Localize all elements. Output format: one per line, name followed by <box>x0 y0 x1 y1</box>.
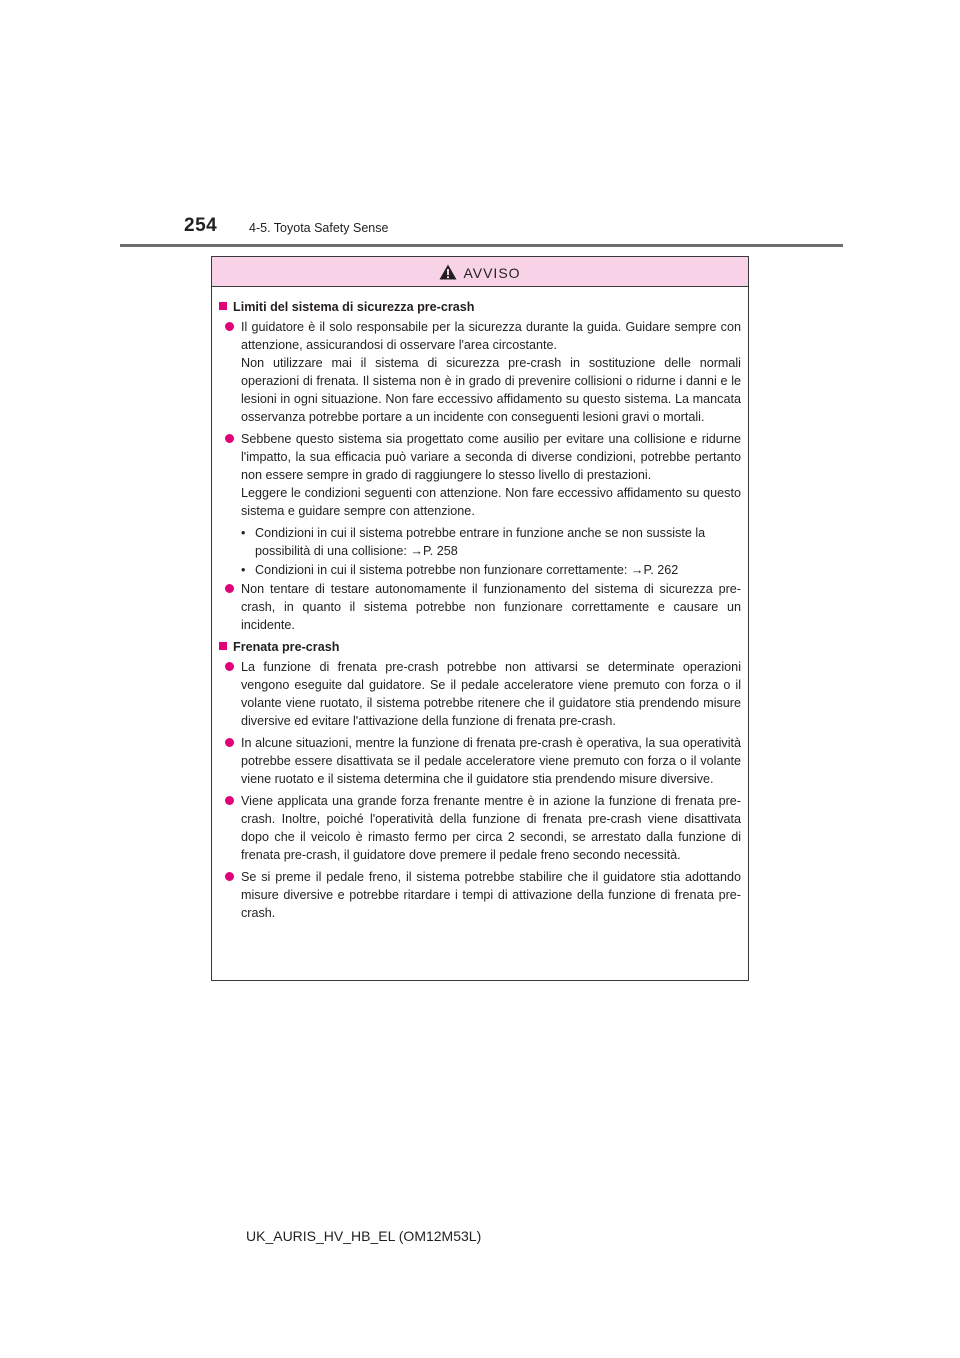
bullet-item <box>219 318 741 426</box>
warning-header <box>212 257 748 287</box>
section-heading: Frenata pre-crash <box>219 638 741 656</box>
sub-list <box>219 524 741 579</box>
warning-title: AVVISO <box>463 264 521 281</box>
paragraph: In alcune situazioni, mentre la funzione di frenata pre-crash è operativa, la sua operatività potrebbe essere disattivata se il pedale acceleratore viene premuto con forza o il volante viene ruotato e il sistema determina che il guidatore stia prendendo misure diversive. <box>241 736 741 786</box>
round-bullet-icon <box>225 738 234 747</box>
paragraph: Se si preme il pedale freno, il sistema potrebbe stabilire che il guidatore stia adottando misure diversive e potrebbe ritardare i tempi di attivazione della funzione di frenata pre-crash. <box>241 870 741 920</box>
bullet-item <box>219 868 741 922</box>
paragraph: Il guidatore è il solo responsabile per la sicurezza durante la guida. Guidare sempre con attenzione, assicurandosi di osservare l'area circostante. <box>241 320 741 352</box>
sub-list-item <box>241 561 741 579</box>
bullet-item <box>219 792 741 864</box>
bullet-item <box>219 658 741 730</box>
paragraph: Viene applicata una grande forza frenante mentre è in azione la funzione di frenata pre-crash. Inoltre, poiché l'operatività della funzione di frenata pre-crash viene disattivata dopo che il veicolo è rimasto fermo per circa 2 secondi, se arrestato dalla funzione di frenata pre-crash, il guidatore dove premere il pedale freno secondo necessità. <box>241 794 741 862</box>
document-code: UK_AURIS_HV_HB_EL (OM12M53L) <box>246 1228 482 1244</box>
round-bullet-icon <box>225 434 234 443</box>
warning-box <box>211 256 749 981</box>
sub-item-text: Condizioni in cui il sistema potrebbe non funzionare correttamente: →P. 262 <box>255 563 679 577</box>
round-bullet-icon <box>225 584 234 593</box>
paragraph: Leggere le condizioni seguenti con attenzione. Non fare eccessivo affidamento su questo sistema e guidare sempre con attenzione. <box>241 486 741 518</box>
section-heading: Limiti del sistema di sicurezza pre-crash <box>219 298 741 316</box>
page-number: 254 <box>184 215 218 236</box>
paragraph: La funzione di frenata pre-crash potrebbe non attivarsi se determinate operazioni vengono eseguite dal guidatore. Se il pedale acceleratore viene premuto con forza o il volante viene ruotato, il sistema potrebbe ritenere che il guidatore stia prendendo misure diversive ed evitare l'attivazione della funzione di frenata pre-crash. <box>241 660 741 728</box>
small-dot-icon: • <box>241 526 246 540</box>
bullet-item <box>219 580 741 634</box>
round-bullet-icon <box>225 872 234 881</box>
bullet-item <box>219 734 741 788</box>
paragraph: Non utilizzare mai il sistema di sicurezza pre-crash in sostituzione delle normali operazioni di frenata. Il sistema non è in grado di prevenire collisioni o ridurne i danni e le lesioni in ogni situazione. Non fare eccessivo affidamento su questo sistema. La mancata osservanza potrebbe portare a un incidente con conseguenti lesioni gravi o mortali. <box>241 356 741 424</box>
small-dot-icon: • <box>241 563 246 577</box>
warning-triangle-icon <box>439 264 457 280</box>
square-bullet-icon <box>219 642 227 650</box>
header-divider <box>120 244 843 247</box>
paragraph: Non tentare di testare autonomamente il funzionamento del sistema di sicurezza pre-crash, in quanto il sistema potrebbe non funzionare correttamente e causare un incidente. <box>241 582 741 632</box>
round-bullet-icon <box>225 322 234 331</box>
round-bullet-icon <box>225 662 234 671</box>
section-title: 4-5. Toyota Safety Sense <box>249 221 389 235</box>
warning-body <box>212 287 748 922</box>
bullet-item <box>219 430 741 520</box>
square-bullet-icon <box>219 302 227 310</box>
paragraph: Sebbene questo sistema sia progettato come ausilio per evitare una collisione e ridurne l'impatto, la sua efficacia può variare a seconda di diverse condizioni, potrebbe pertanto non essere sempre in grado di raggiungere lo stesso livello di prestazioni. <box>241 432 741 482</box>
sub-list-item <box>241 524 741 560</box>
round-bullet-icon <box>225 796 234 805</box>
sub-item-text: Condizioni in cui il sistema potrebbe entrare in funzione anche se non sussiste la possibilità di una collisione: →P. 258 <box>255 526 706 558</box>
